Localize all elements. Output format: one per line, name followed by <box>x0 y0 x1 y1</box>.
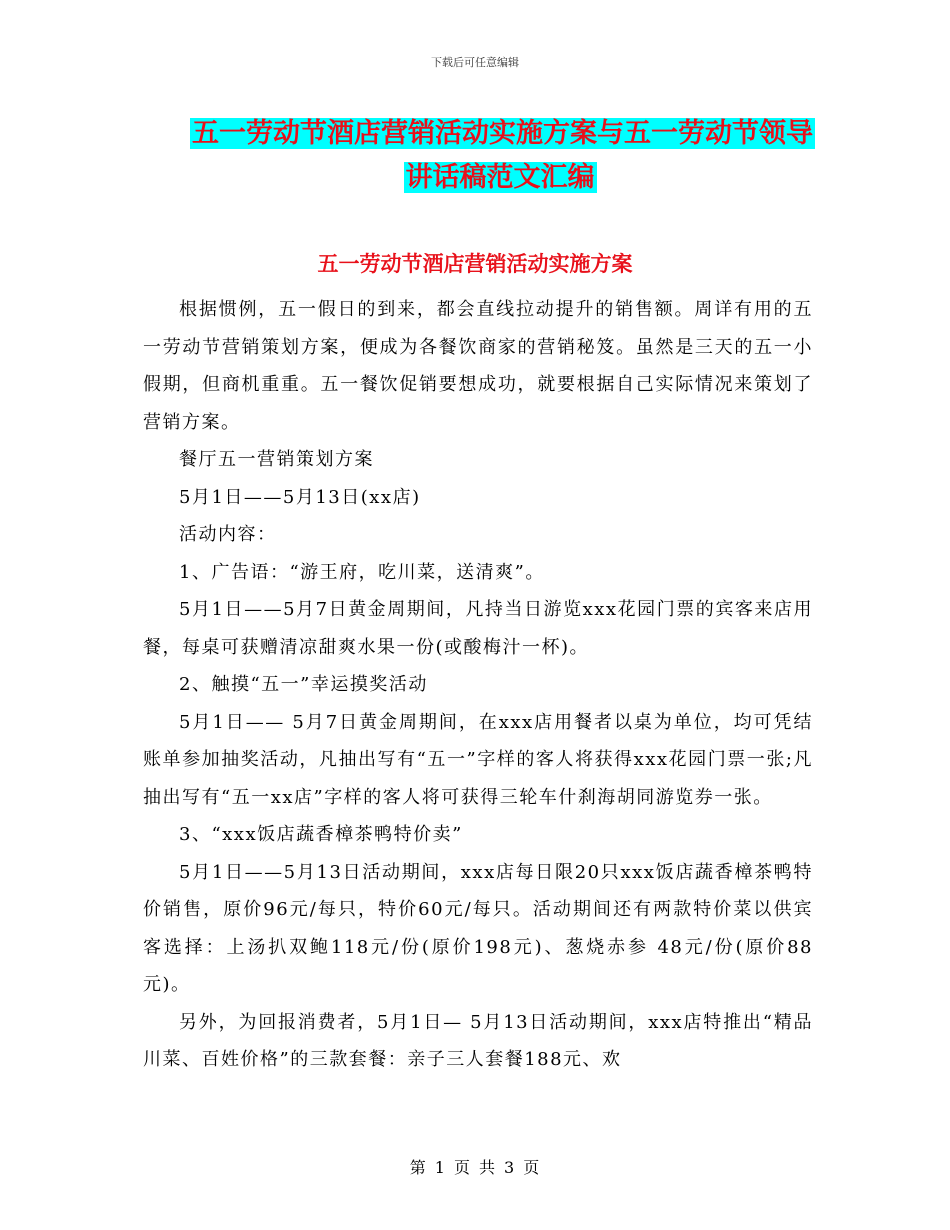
paragraph: 2、触摸“五一”幸运摸奖活动 <box>179 674 428 695</box>
paragraph: 活动内容： <box>179 524 277 545</box>
document-title-line-2 <box>120 155 880 194</box>
paragraph: 3、“xxx饭店蔬香樟茶鸭特价卖” <box>179 824 463 845</box>
page-header-note: 下载后可任意编辑 <box>431 56 519 69</box>
paragraph: 5月1日——5月13日(xx店) <box>179 486 421 508</box>
footer-suffix: 页 <box>523 1158 541 1177</box>
document-title-line-2-text: 讲话稿范文汇编 <box>405 162 595 193</box>
paragraph: 1、广告语：“游王府，吃川菜，送清爽”。 <box>179 561 545 583</box>
page-footer <box>0 1155 950 1178</box>
footer-prefix: 第 <box>409 1158 427 1177</box>
paragraph: 5月1日——5月13日活动期间，xxx店每日限20只xxx饭店蔬香樟茶鸭特价销售，原价96元/每只，特价60元/每只。活动期间还有两款特价菜以供宾客选择：上汤扒双鲍118元/份(原价198元)、葱烧赤参 48元/份(原价88元)。 <box>143 861 813 995</box>
footer-page-word: 页 <box>453 1158 471 1177</box>
document-body <box>143 291 813 1079</box>
document-title-line-1-text: 五一劳动节酒店营销活动实施方案与五一劳动节领导 <box>192 118 813 149</box>
footer-page-number: 1 <box>434 1158 446 1177</box>
paragraph: 5月1日—— 5月7日黄金周期间，在xxx店用餐者以桌为单位，均可凭结账单参加抽奖活动，凡抽出写有“五一”字样的客人将获得xxx花园门票一张;凡抽出写有“五一xx店”字样的客人将可获得三轮车什刹海胡同游览券一张。 <box>143 711 813 808</box>
paragraph: 根据惯例，五一假日的到来，都会直线拉动提升的销售额。周详有用的五一劳动节营销策划方案，便成为各餐饮商家的营销秘笈。虽然是三天的五一小假期，但商机重重。五一餐饮促销要想成功，就要根据自己实际情况来策划了营销方案。 <box>143 299 813 433</box>
footer-total-word: 共 <box>479 1158 497 1177</box>
section-title: 五一劳动节酒店营销活动实施方案 <box>317 252 633 276</box>
paragraph: 5月1日——5月7日黄金周期间，凡持当日游览xxx花园门票的宾客来店用餐，每桌可获赠清凉甜爽水果一份(或酸梅汁一杯)。 <box>143 599 813 658</box>
paragraph: 餐厅五一营销策划方案 <box>179 449 374 470</box>
footer-total-pages: 3 <box>504 1158 516 1177</box>
paragraph: 另外，为回报消费者，5月1日— 5月13日活动期间，xxx店特推出“精品川菜、百姓价格”的三款套餐：亲子三人套餐188元、欢 <box>143 1011 813 1070</box>
document-title-line-1 <box>190 111 813 150</box>
